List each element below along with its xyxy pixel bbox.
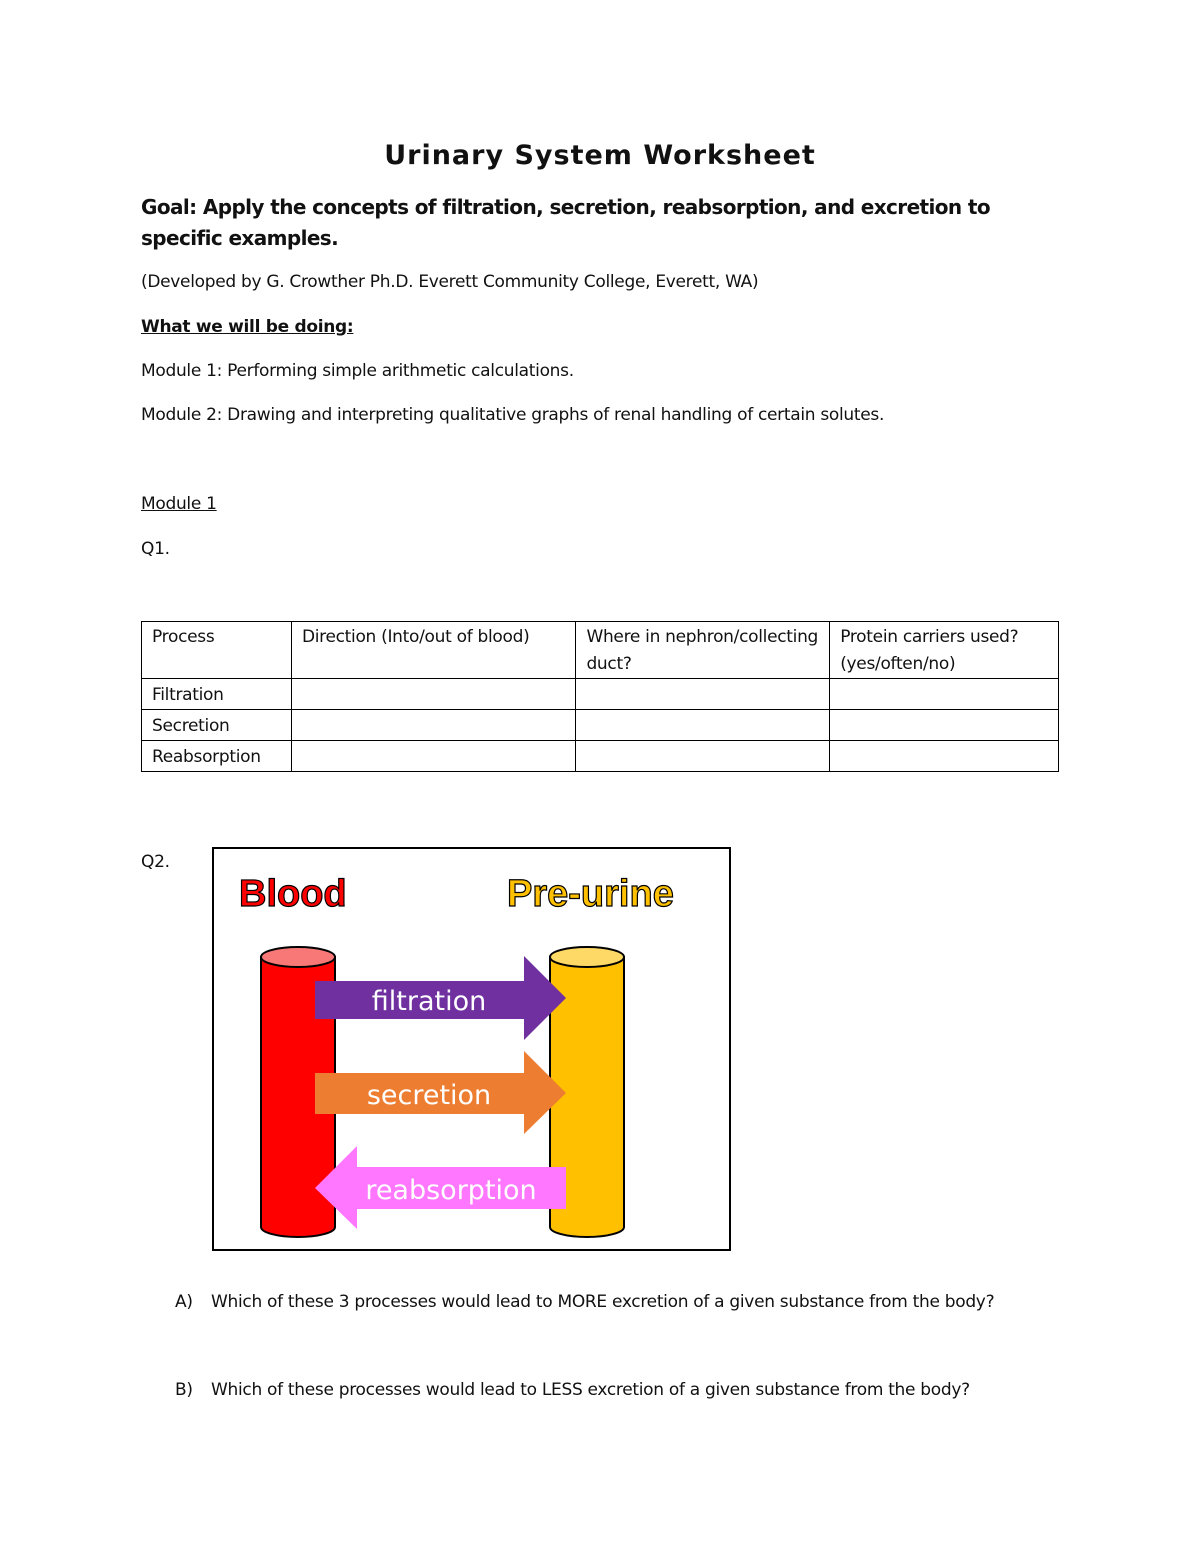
page-title: Urinary System Worksheet <box>384 140 816 171</box>
header-direction: Direction (Into/out of blood) <box>291 622 576 679</box>
row-label-secretion: Secretion <box>142 710 292 741</box>
blood-label: Blood <box>239 873 347 915</box>
question-b-label: B) <box>175 1380 193 1400</box>
module-1-heading: Module 1 <box>141 494 217 514</box>
renal-process-diagram <box>212 847 731 1251</box>
table-cell[interactable] <box>576 679 830 710</box>
reabsorption-arrow <box>315 1146 566 1229</box>
question-b-text: Which of these processes would lead to LESS excretion of a given substance from the body? <box>211 1380 970 1400</box>
question-a-label: A) <box>175 1292 193 1312</box>
table-cell[interactable] <box>830 741 1059 772</box>
row-label-reabsorption: Reabsorption <box>142 741 292 772</box>
secretion-arrow-label: secretion <box>366 1080 492 1111</box>
header-location: Where in nephron/collecting duct? <box>576 622 830 679</box>
credit-line: (Developed by G. Crowther Ph.D. Everett Community College, Everett, WA) <box>141 272 759 292</box>
header-protein-carriers: Protein carriers used? (yes/often/no) <box>830 622 1059 679</box>
row-label-filtration: Filtration <box>142 679 292 710</box>
table-cell[interactable] <box>576 741 830 772</box>
table-header-row <box>142 622 1059 679</box>
doing-heading: What we will be doing: <box>141 317 354 337</box>
table-cell[interactable] <box>576 710 830 741</box>
preurine-label: Pre-urine <box>507 873 674 915</box>
table-row <box>142 679 1059 710</box>
goal-statement: Goal: Apply the concepts of filtration, secretion, reabsorption, and excretion to specific examples. <box>141 195 990 250</box>
module-1-description: Module 1: Performing simple arithmetic calculations. <box>141 361 574 381</box>
q2-label: Q2. <box>141 852 170 872</box>
table-cell[interactable] <box>830 679 1059 710</box>
header-process: Process <box>142 622 292 679</box>
module-2-description: Module 2: Drawing and interpreting qualitative graphs of renal handling of certain solutes. <box>141 405 885 425</box>
reabsorption-arrow-label: reabsorption <box>365 1175 537 1206</box>
table-cell[interactable] <box>291 741 576 772</box>
filtration-arrow-label: filtration <box>371 986 487 1017</box>
secretion-arrow <box>315 1051 566 1134</box>
filtration-arrow <box>315 956 566 1040</box>
process-table <box>141 621 1059 772</box>
q1-label: Q1. <box>141 539 170 559</box>
table-cell[interactable] <box>830 710 1059 741</box>
table-row <box>142 741 1059 772</box>
question-b <box>175 1380 1075 1404</box>
table-cell[interactable] <box>291 710 576 741</box>
table-cell[interactable] <box>291 679 576 710</box>
table-row <box>142 710 1059 741</box>
question-a-text: Which of these 3 processes would lead to MORE excretion of a given substance from the body? <box>211 1292 995 1312</box>
question-a <box>175 1292 1075 1316</box>
